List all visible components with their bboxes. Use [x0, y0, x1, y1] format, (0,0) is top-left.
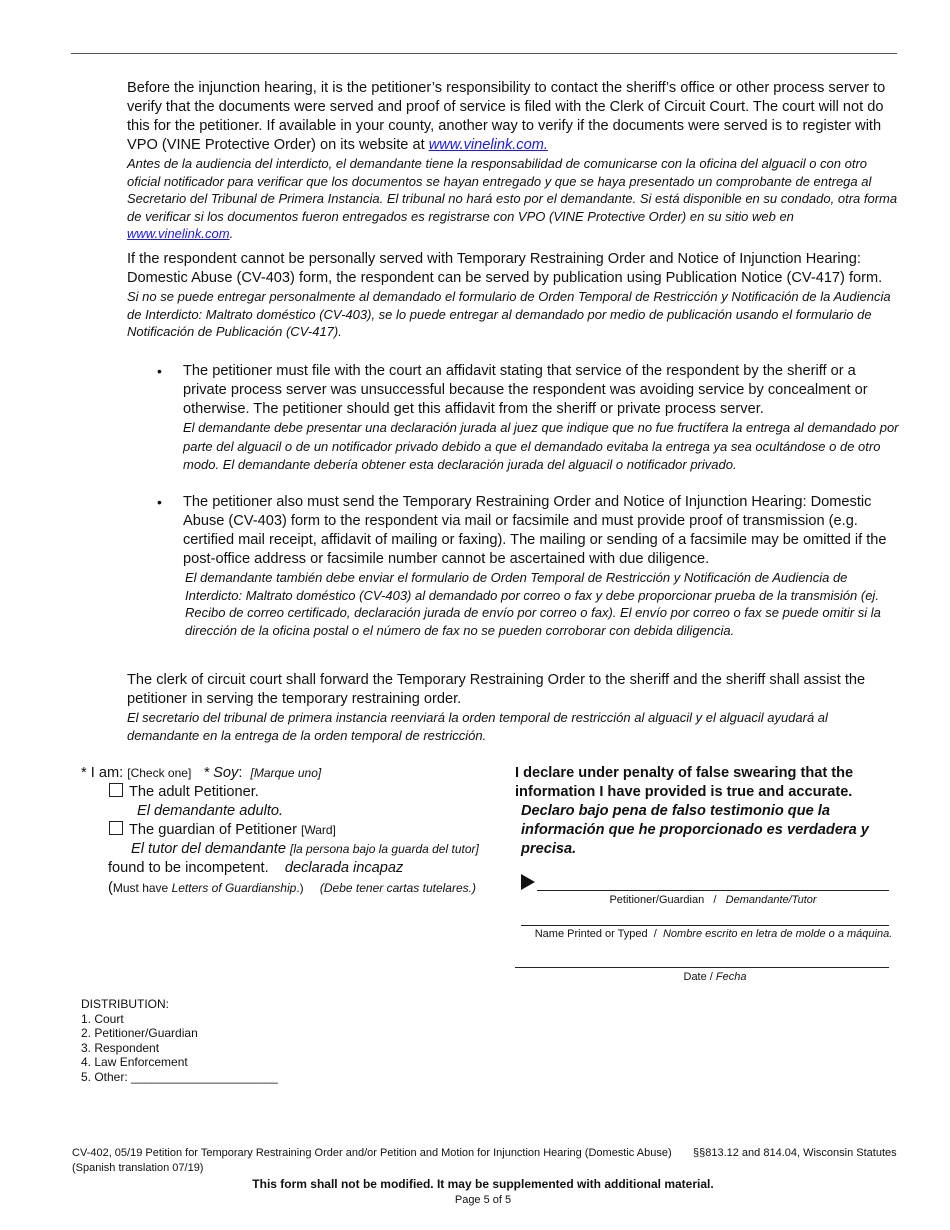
- verification-text-es: Antes de la audiencia del interdicto, el demandante tiene la responsabilidad de comunicarse con la oficina del alguacil o con otro oficial notificador para verificar que los documentos se hayan entregado y que se haya presentado un comprobante de entrega al Secretario del Tribunal de Primera Instancia. El tribunal no hará esto por el demandante. Si está disponible en su condado, otra forma de verificar si los documentos fueron entregados es registrarse con VPO (VINE Protective Order) en su sitio web en www.vinelink.com.: [127, 156, 898, 241]
- signature-line[interactable]: [537, 890, 889, 891]
- page-number: Page 5 of 5: [454, 1194, 512, 1206]
- date-label: Date / Fecha: [683, 971, 747, 983]
- modification-notice: This form shall not be modified. It may be supplemented with additional material.: [252, 1177, 714, 1191]
- signature-label: Petitioner/Guardian / Demandante/Tutor: [609, 894, 817, 906]
- bullet-mailing-es: El demandante también debe enviar el formulario de Orden Temporal de Restricción y Notificación de Audiencia de Interdicto: Maltrato doméstico (CV-403) al demandado por correo o fax y debe proporcionar prueba de la transmisión (ej. Recibo de correo certificado, declaración jurada de envío por correo o fax). El envío por correo o fax se puede omitir si la dirección de la oficina postal o el número de fax no se pueden corroborar con debida diligencia.: [185, 570, 881, 638]
- clerk-section: [127, 671, 902, 744]
- publication-section: [127, 250, 902, 341]
- option-guardian-es: El tutor del demandante [la persona bajo la guarda del tutor]: [131, 841, 479, 857]
- list-item: 3. Respondent: [81, 1040, 160, 1055]
- list-item: 1. Court: [81, 1011, 124, 1026]
- bullet-mailing-en: The petitioner also must send the Temporary Restraining Order and Notice of Injunction Hearing: Domestic Abuse (CV-403) form to the respondent via mail or facsimile and must provide proof of transmission (e.g. certified mail receipt, affidavit of mailing or faxing). The mailing or sending of a facsimile may be omitted if the post-office address or facsimile number cannot be ascertained with due diligence.: [183, 494, 887, 567]
- name-printed-line[interactable]: [521, 925, 889, 926]
- bullet-affidavit-es: El demandante debe presentar una declaración jurada al juez que indique que no fue fructífera la entrega al demandado por parte del alguacil o de un notificador privado debido a que el demandado evitaba la entrega ya sea ocultándose o de otro modo. El demandante debería obtener esta declaración jurada del alguacil o notificador privado.: [183, 420, 899, 472]
- verification-section: [127, 79, 902, 243]
- bullet-affidavit-en: The petitioner must file with the court an affidavit stating that service of the respondent by the sheriff or a private process server was unsuccessful because the respondent was avoiding service by concealment or otherwise. The petitioner should get this affidavit from the sheriff or private process server.: [183, 363, 868, 417]
- form-id: CV-402, 05/19 Petition for Temporary Restraining Order and/or Petition and Motion for Injunction Hearing (Domestic Abuse): [72, 1147, 672, 1159]
- incompetent-line: found to be incompetent. declarada incapaz: [108, 860, 404, 876]
- option-adult-petitioner[interactable]: The adult Petitioner.: [81, 783, 511, 802]
- statutes: §§813.12 and 814.04, Wisconsin Statutes: [693, 1147, 897, 1159]
- i-am-section: [81, 764, 511, 898]
- date-line[interactable]: [515, 967, 889, 968]
- publication-text-es: Si no se puede entregar personalmente al demandado el formulario de Orden Temporal de Restricción y Notificación de la Audiencia de Interdicto: Maltrato doméstico (CV-403), se lo puede entregar al demandado por medio de publicación usando el formulario de Notificación de Publicación (CV-417).: [127, 289, 891, 339]
- guardian-checkbox[interactable]: [109, 821, 123, 835]
- letters-requirement: (Must have Letters of Guardianship.) (Debe tener cartas tutelares.): [108, 880, 476, 896]
- declaration-text-en: I declare under penalty of false swearing that the information I have provided is true and accurate.: [515, 765, 854, 800]
- clerk-text-es: El secretario del tribunal de primera instancia reenviará la orden temporal de restricción al alguacil y el alguacil ayudará al demandante en la entrega de la orden temporal de restricción.: [127, 710, 828, 743]
- top-rule: [71, 53, 897, 54]
- declaration-text-es: Declaro bajo pena de falso testimonio que la información que he proporcionado es verdadera y precisa.: [521, 803, 869, 857]
- publication-text-en: If the respondent cannot be personally served with Temporary Restraining Order and Notice of Injunction Hearing: Domestic Abuse (CV-403) form, the respondent can be served by publication using Publication Notice (CV-417) form.: [127, 251, 883, 286]
- clerk-text-en: The clerk of circuit court shall forward the Temporary Restraining Order to the sheriff and the sheriff shall assist the petitioner in serving the temporary restraining order.: [127, 672, 866, 707]
- list-item: 5. Other: ______________________: [81, 1069, 278, 1084]
- distribution-list: [81, 997, 278, 1084]
- bullet-affidavit: [183, 362, 903, 475]
- sign-here-arrow-icon: [521, 874, 535, 890]
- vinelink-link-es[interactable]: www.vinelink.com: [127, 226, 230, 241]
- bullet-marker: •: [157, 363, 162, 379]
- list-item: 4. Law Enforcement: [81, 1055, 188, 1069]
- bullet-marker: •: [157, 494, 162, 510]
- distribution-title: DISTRIBUTION:: [81, 997, 170, 1011]
- declaration-section: [515, 764, 905, 859]
- option-adult-petitioner-es: El demandante adulto.: [137, 803, 284, 819]
- list-item: 2. Petitioner/Guardian: [81, 1026, 198, 1040]
- option-guardian[interactable]: The guardian of Petitioner [Ward]: [81, 821, 511, 840]
- verification-text-en: Before the injunction hearing, it is the petitioner’s responsibility to contact the sheriff’s office or other process server to verify that the documents were served and proof of service is filed with the Clerk of Circuit Court. The court will not do this for the petitioner. If available in your county, another way to verify if the documents were served is to register with VPO (VINE Protective Order) on its website at www.vinelink.com.: [127, 80, 886, 153]
- vinelink-link[interactable]: www.vinelink.com.: [428, 137, 548, 153]
- adult-petitioner-checkbox[interactable]: [109, 783, 123, 797]
- name-printed-label: Name Printed or Typed / Nombre escrito en letra de molde o a máquina.: [534, 928, 893, 940]
- bullet-mailing: [183, 493, 903, 639]
- translation-note: (Spanish translation 07/19): [72, 1162, 204, 1174]
- i-am-heading: * I am: [Check one] * Soy: [Marque uno]: [81, 765, 322, 781]
